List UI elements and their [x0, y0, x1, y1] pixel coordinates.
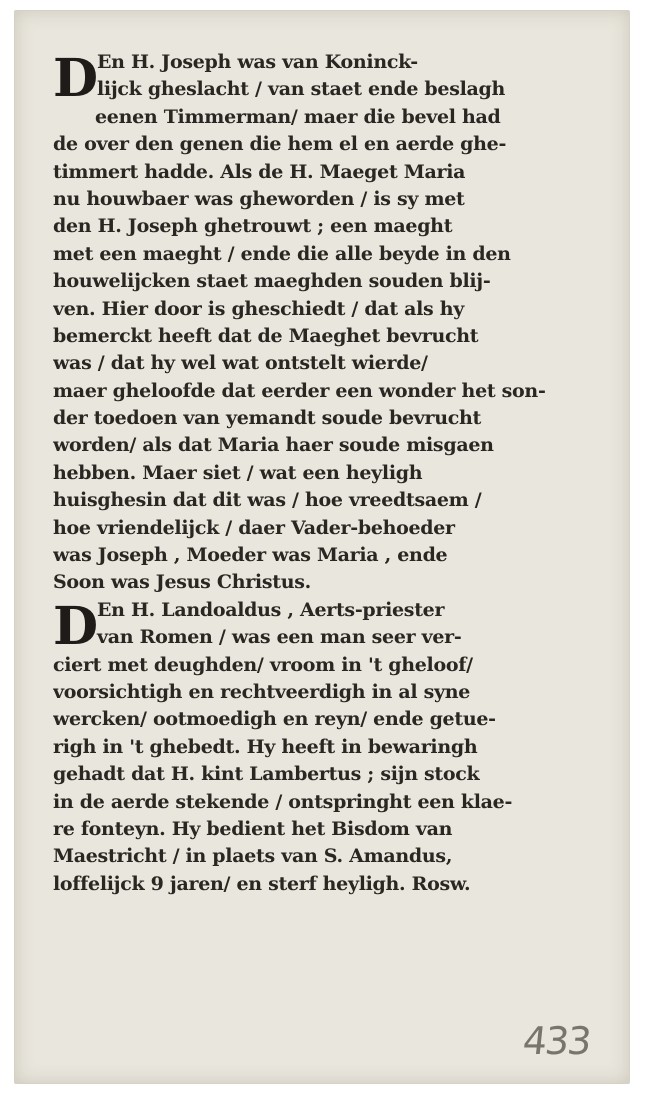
text-line: den H. Joseph ghetrouwt ; een maeght — [53, 215, 453, 238]
paper-sheet — [14, 10, 630, 1084]
text-line: met een maeght / ende die alle beyde in den — [53, 242, 511, 265]
text-line: worden/ als dat Maria haer soude misgaen — [53, 434, 494, 457]
text-line: voorsichtigh en rechtveerdigh in al syne — [53, 680, 471, 703]
text-line: Soon was Jesus Christus. — [53, 571, 311, 594]
text-line: hoe vriendelijck / daer Vader-behoeder — [53, 516, 455, 539]
text-line: Maestricht / in plaets van S. Amandus, — [53, 845, 453, 868]
text-line: re fonteyn. Hy bedient het Bisdom van — [53, 817, 453, 840]
text-line: wercken/ ootmoedigh en reyn/ ende getue- — [53, 708, 496, 731]
text-line: lijck gheslacht / van staet ende beslagh — [97, 78, 506, 101]
text-line: de over den genen die hem el en aerde ghe- — [53, 133, 507, 156]
text-block — [53, 49, 613, 898]
text-line: ven. Hier door is gheschiedt / dat als hy — [53, 297, 465, 320]
text-line: En H. Landoaldus , Aerts-priester — [97, 598, 445, 621]
text-line: van Romen / was een man seer ver- — [97, 626, 462, 649]
text-line: ciert met deughden/ vroom in 't gheloof/ — [53, 653, 473, 676]
text-line: En H. Joseph was van Koninck- — [97, 51, 418, 73]
text-line: bemerckt heeft dat de Maeghet bevrucht — [53, 324, 479, 347]
text-line: gehadt dat H. kint Lambertus ; sijn stock — [53, 763, 480, 786]
text-line: was / dat hy wel wat ontstelt wierde/ — [53, 352, 428, 375]
text-line: loffelijck 9 jaren/ en sterf heyligh. Rosw. — [53, 872, 471, 895]
paragraph-landoaldus — [53, 597, 613, 898]
paragraph-joseph — [53, 49, 613, 597]
text-line: maer gheloofde dat eerder een wonder het son- — [53, 379, 546, 402]
text-line: huisghesin dat dit was / hoe vreedtsaem / — [53, 489, 482, 512]
text-line: in de aerde stekende / ontspringht een klae- — [53, 790, 513, 813]
text-line: eenen Timmerman/ maer die bevel had — [95, 105, 501, 128]
drop-cap: D — [53, 48, 99, 109]
text-line: nu houwbaer was gheworden / is sy met — [53, 187, 465, 210]
text-line: righ in 't ghebedt. Hy heeft in bewaringh — [53, 735, 478, 758]
text-line: was Joseph , Moeder was Maria , ende — [53, 544, 448, 567]
page-number: 433 — [520, 1019, 592, 1063]
text-line: timmert hadde. Als de H. Maeget Maria — [53, 160, 466, 183]
text-line: houwelijcken staet maeghden souden blij- — [53, 270, 491, 293]
text-line: der toedoen van yemandt soude bevrucht — [53, 407, 481, 430]
drop-cap: D — [53, 595, 99, 657]
text-line: hebben. Maer siet / wat een heyligh — [53, 461, 423, 484]
